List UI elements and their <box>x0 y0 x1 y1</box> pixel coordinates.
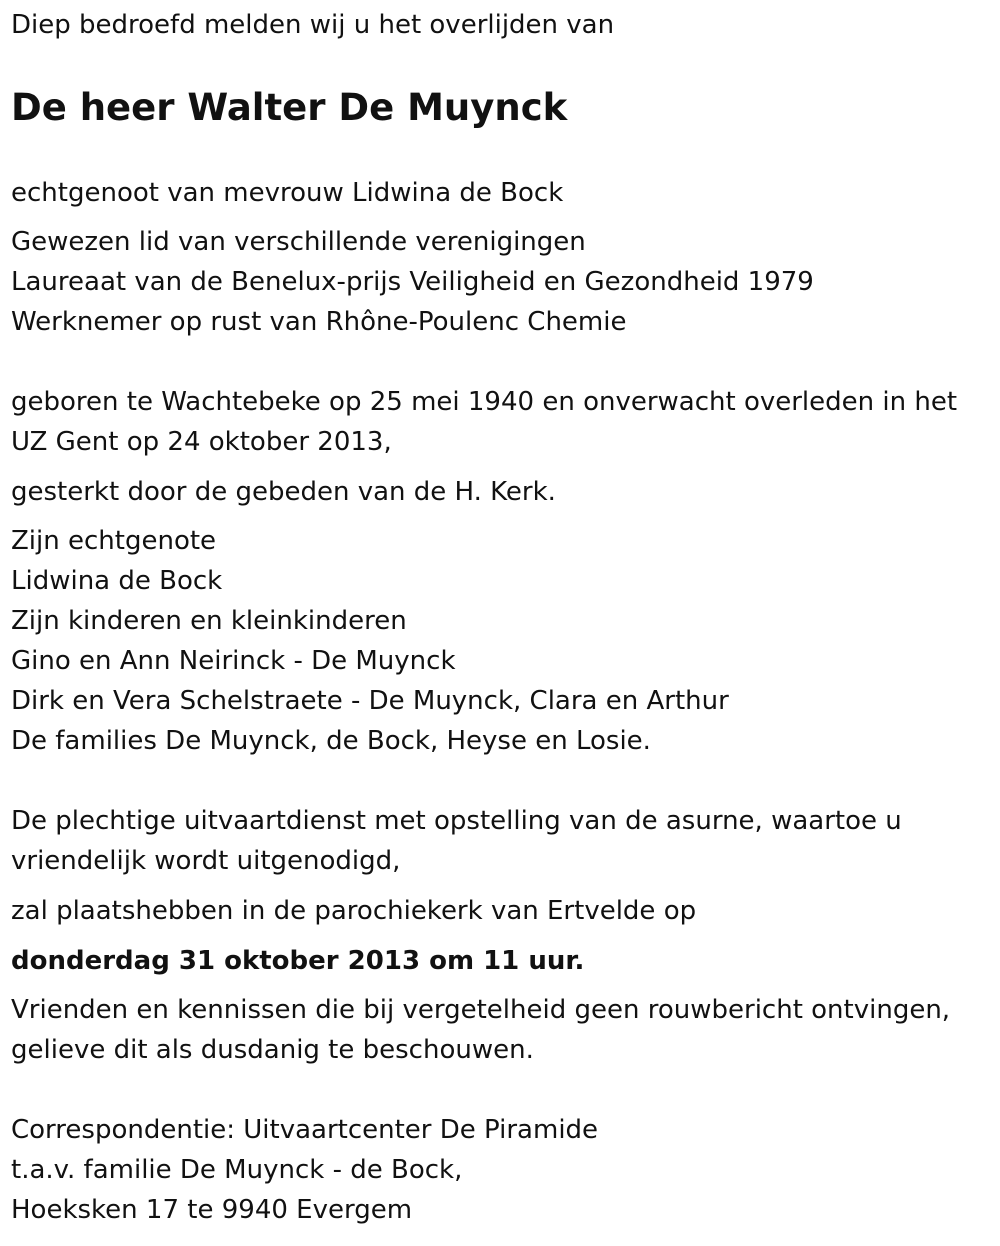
spouse-line: echtgenoot van mevrouw Lidwina de Bock <box>11 178 564 208</box>
service-line: vriendelijk wordt uitgenodigd, <box>11 846 401 876</box>
family-line: Lidwina de Bock <box>11 566 223 596</box>
deceased-name: De heer Walter De Muynck <box>11 86 568 129</box>
intro-text: Diep bedroefd melden wij u het overlijden van <box>11 10 615 40</box>
bio-line: Gewezen lid van verschillende verenigingen <box>11 227 586 257</box>
family-line: De families De Muynck, de Bock, Heyse en Losie. <box>11 726 651 756</box>
birth-death-line: geboren te Wachtebeke op 25 mei 1940 en onverwacht overleden in het <box>11 387 958 417</box>
bio-line: Werknemer op rust van Rhône-Poulenc Chemie <box>11 307 627 337</box>
bio-line: Laureaat van de Benelux-prijs Veiligheid en Gezondheid 1979 <box>11 267 814 297</box>
family-line: Zijn echtgenote <box>11 526 217 556</box>
family-line: Zijn kinderen en kleinkinderen <box>11 606 407 636</box>
sacraments-line: gesterkt door de gebeden van de H. Kerk. <box>11 477 556 507</box>
service-line: De plechtige uitvaartdienst met opstelling van de asurne, waartoe u <box>11 806 902 836</box>
family-line: Dirk en Vera Schelstraete - De Muynck, Clara en Arthur <box>11 686 729 716</box>
birth-death-line: UZ Gent op 24 oktober 2013, <box>11 427 392 457</box>
correspondence-line: t.a.v. familie De Muynck - de Bock, <box>11 1155 463 1185</box>
family-line: Gino en Ann Neirinck - De Muynck <box>11 646 456 676</box>
correspondence-line: Correspondentie: Uitvaartcenter De Piramide <box>11 1115 599 1145</box>
location-line: zal plaatshebben in de parochiekerk van Ertvelde op <box>11 896 697 926</box>
correspondence-line: Hoeksken 17 te 9940 Evergem <box>11 1195 413 1225</box>
service-date-time: donderdag 31 oktober 2013 om 11 uur. <box>11 946 585 976</box>
notice-line: Vrienden en kennissen die bij vergetelheid geen rouwbericht ontvingen, <box>11 995 951 1025</box>
notice-line: gelieve dit als dusdanig te beschouwen. <box>11 1035 534 1065</box>
